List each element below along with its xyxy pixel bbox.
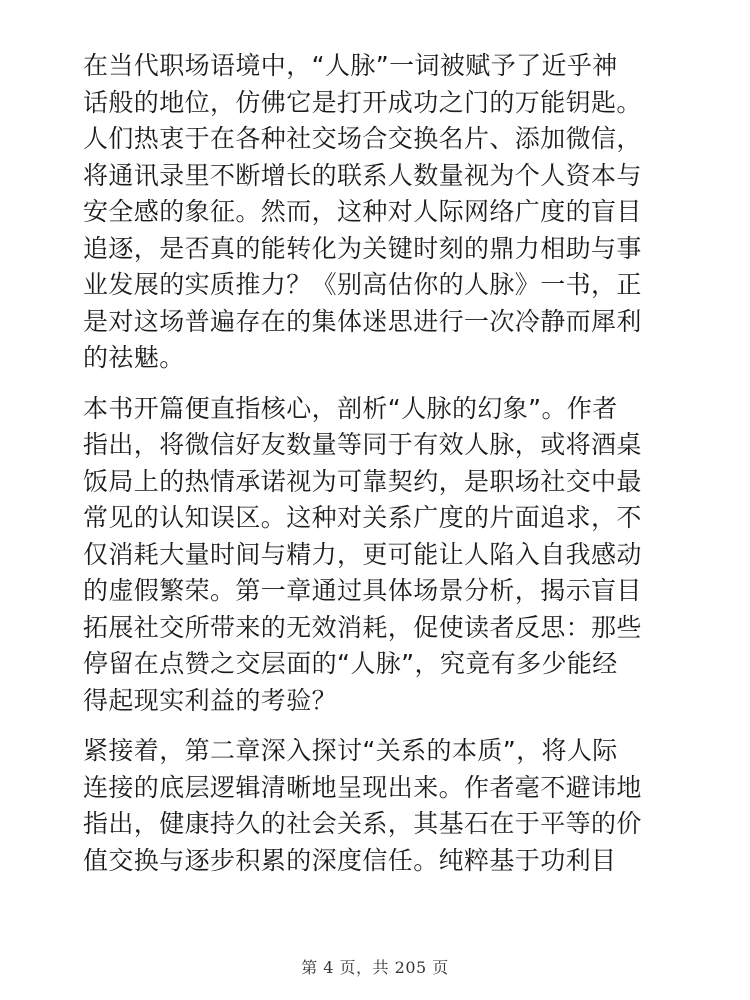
- text-line: 安全感的象征。然而，这种对人际网络广度的盲目: [83, 197, 642, 226]
- text-line: 饭局上的热情承诺视为可靠契约，是职场社交中最: [83, 466, 642, 496]
- page-number-footer: 第 4 页，共 205 页: [301, 958, 449, 977]
- text-line: 在当代职场语境中，“人脉”一词被赋予了近乎神: [83, 51, 618, 80]
- text-line: 值交换与逐步积累的深度信任。纯粹基于功利目: [83, 845, 617, 875]
- text-line: 停留在点赞之交层面的“人脉”，究竟有多少能经: [83, 649, 618, 678]
- text-line: 仅消耗大量时间与精力，更可能让人陷入自我感动: [83, 539, 642, 569]
- paragraph-2: [83, 391, 677, 720]
- text-line: 指出，将微信好友数量等同于有效人脉，或将酒桌: [83, 430, 642, 459]
- text-line: 得起现实利益的考验？: [83, 685, 338, 715]
- text-line: 指出，健康持久的社会关系，其基石在于平等的价: [83, 809, 642, 838]
- paragraph-1: [83, 48, 677, 377]
- text-line: 紧接着，第二章深入探讨“关系的本质”，将人际: [83, 736, 618, 765]
- text-line: 人们热衷于在各种社交场合交换名片、添加微信，: [83, 124, 642, 153]
- text-line: 追逐，是否真的能转化为关键时刻的鼎力相助与事: [83, 233, 642, 263]
- text-line: 将通讯录里不断增长的联系人数量视为个人资本与: [83, 160, 642, 190]
- text-line: 是对这场普遍存在的集体迷思进行一次冷静而犀利: [83, 306, 642, 336]
- text-line: 连接的底层逻辑清晰地呈现出来。作者毫不避讳地: [83, 772, 642, 802]
- text-line: 的祛魅。: [83, 343, 185, 372]
- text-line: 本书开篇便直指核心，剖析“人脉的幻象”。作者: [83, 393, 618, 423]
- text-line: 的虚假繁荣。第一章通过具体场景分析，揭示盲目: [83, 576, 642, 605]
- text-line: 业发展的实质推力？《别高估你的人脉》一书，正: [83, 270, 642, 299]
- text-line: 话般的地位，仿佛它是打开成功之门的万能钥匙。: [83, 87, 642, 117]
- text-line: 常见的认知误区。这种对关系广度的片面追求，不: [83, 503, 642, 532]
- paragraph-3: [83, 733, 677, 879]
- text-line: 拓展社交所带来的无效消耗，促使读者反思：那些: [83, 612, 642, 642]
- page-body: [83, 48, 677, 893]
